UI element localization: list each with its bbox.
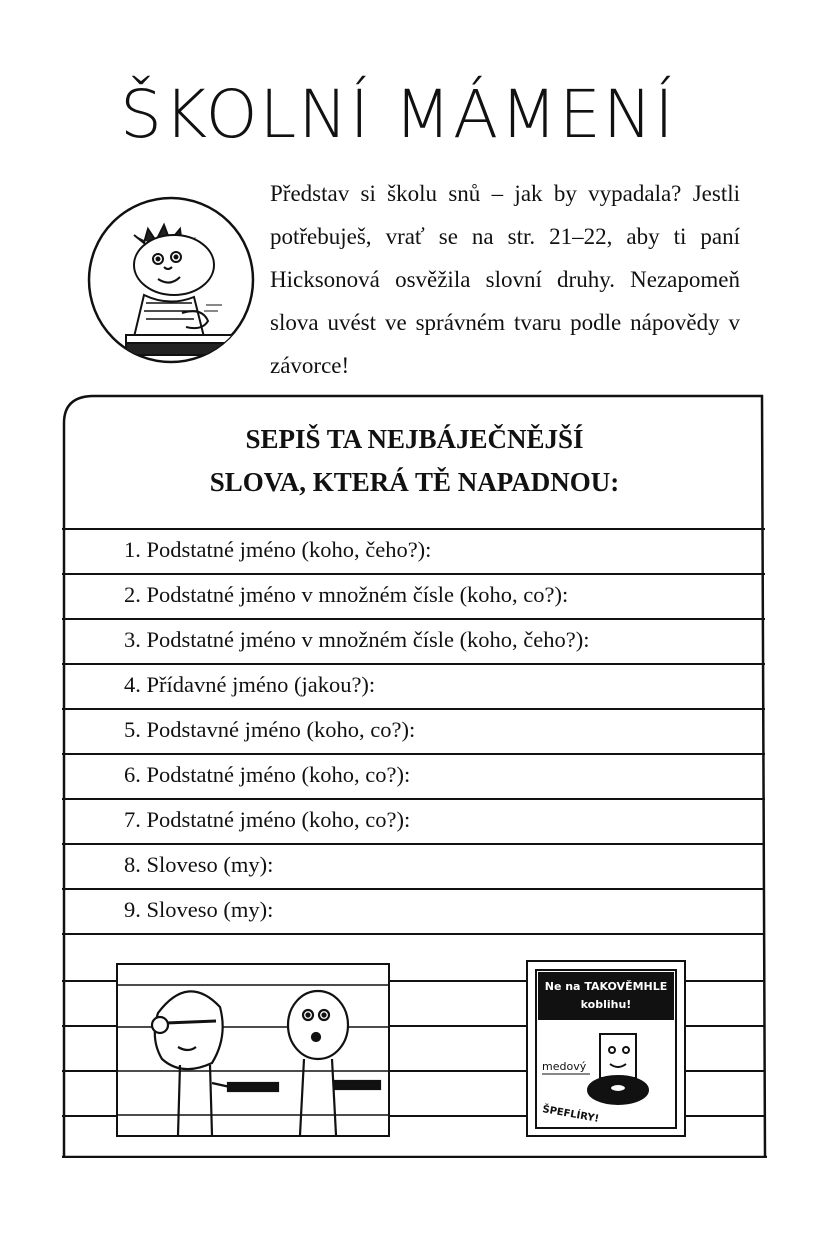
list-item: 3. Podstatné jméno v množném čísle (koho, čeho?): bbox=[62, 621, 765, 665]
poster-headline-1: Ne na TAKOVĚMHLE bbox=[544, 980, 668, 993]
list-item: 2. Podstatné jméno v množném čísle (koho, co?): bbox=[62, 576, 765, 620]
boy-portrait-illustration bbox=[86, 195, 256, 365]
lunch-line-cartoon bbox=[116, 963, 390, 1137]
poster-stamp: ŠPEFLÍRY! bbox=[541, 1104, 600, 1125]
list-item: 8. Sloveso (my): bbox=[62, 846, 765, 890]
poster-headline-2: koblihu! bbox=[580, 998, 632, 1011]
list-item: 5. Podstavné jméno (koho, co?): bbox=[62, 711, 765, 755]
list-item: 4. Přídavné jméno (jakou?): bbox=[62, 666, 765, 710]
page-title: ŠKOLNÍ MÁMENÍ bbox=[120, 76, 676, 153]
list-item: 7. Podstatné jméno (koho, co?): bbox=[62, 801, 765, 845]
poster-label: medový bbox=[542, 1060, 587, 1073]
intro-paragraph: Představ si školu snů – jak by vypadala? Jestli potřebuješ, vrať se na str. 21–22, aby ti paní Hicksonová osvěžila slovní druhy. Nezapomeň slova uvést ve správném tvaru podle nápovědy v závorce! bbox=[270, 181, 740, 378]
heading-divider bbox=[62, 528, 765, 530]
donut-poster-cartoon bbox=[526, 960, 686, 1137]
box-heading: SEPIŠ TA NEJBÁJEČNĚJŠÍ SLOVA, KTERÁ TĚ NAPADNOU: bbox=[209, 424, 620, 497]
list-item: 1. Podstatné jméno (koho, čeho?): bbox=[62, 531, 765, 575]
list-item: 6. Podstatné jméno (koho, co?): bbox=[62, 756, 765, 800]
list-item: 9. Sloveso (my): bbox=[62, 891, 765, 935]
